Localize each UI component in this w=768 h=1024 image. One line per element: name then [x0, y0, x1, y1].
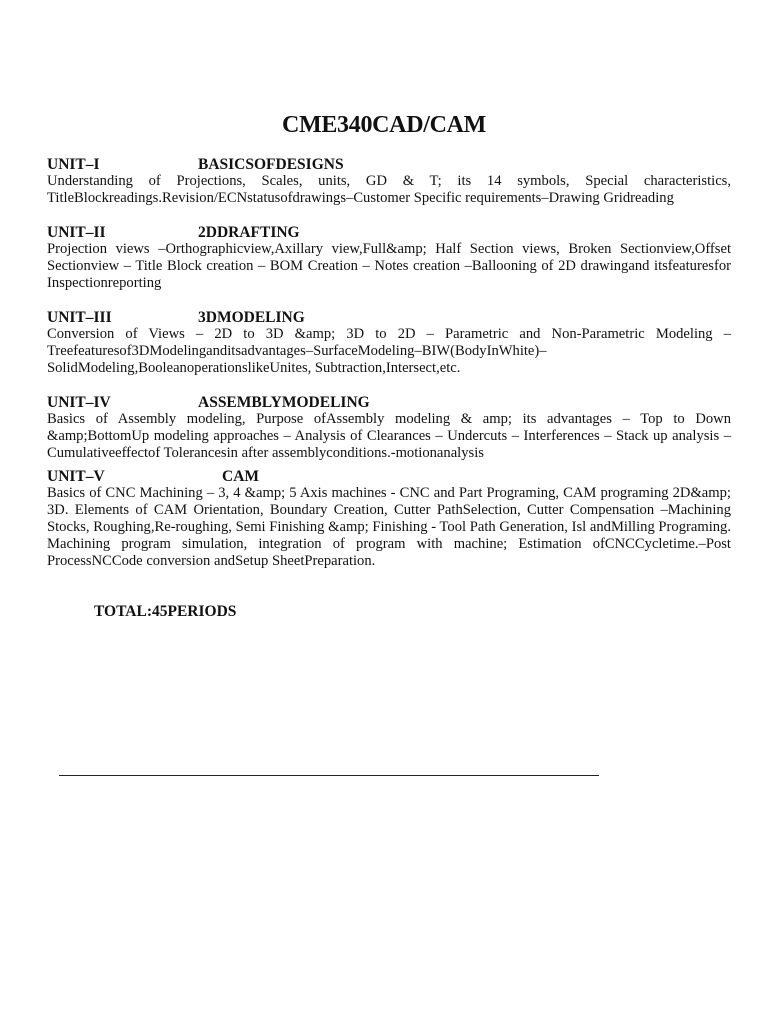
unit-section-3 — [47, 309, 731, 377]
unit-section-2 — [47, 224, 731, 292]
unit-heading — [47, 224, 731, 241]
unit-name: BASICSOFDESIGNS — [198, 156, 344, 173]
unit-heading — [47, 468, 731, 485]
unit-number: UNIT–III — [47, 309, 112, 326]
unit-name: ASSEMBLYMODELING — [198, 394, 370, 411]
unit-description: Conversion of Views – 2D to 3D &amp; 3D to 2D – Parametric and Non-Parametric Modeling – Treefeaturesof3DModelinganditsadvantages–SurfaceModeling–BIW(BodyInWhite)– SolidModeling,BooleanoperationslikeUnites, Subtraction,Intersect,etc. — [47, 326, 731, 376]
unit-section-1 — [47, 156, 731, 207]
unit-description: Projection views –Orthographicview,Axillary view,Full&amp; Half Section views, Broken Sectionview,Offset Sectionview – Title Block creation – BOM Creation – Notes creation –Ballooning of 2D drawingand itsfeaturesfor Inspectionreporting — [47, 241, 731, 291]
unit-section-4 — [47, 394, 731, 462]
unit-heading — [47, 156, 731, 173]
document-title: CME340CAD/CAM — [281, 112, 487, 138]
unit-name: CAM — [222, 468, 260, 485]
unit-number: UNIT–II — [47, 224, 106, 241]
unit-description: Basics of CNC Machining – 3, 4 &amp; 5 Axis machines - CNC and Part Programing, CAM programing 2D&amp; 3D. Elements of CAM Orientation, Boundary Creation, Cutter PathSelection, Cutter Compensation –Machining Stocks, Roughing,Re-roughing, Semi Finishing &amp; Finishing - Tool Path Generation, Isl andMilling Programing. Machining program simulation, integration of program with machine; Estimation ofCNCCycletime.–Post ProcessNCCode conversion andSetup SheetPreparation. — [47, 485, 731, 569]
unit-heading — [47, 309, 731, 326]
unit-name: 2DDRAFTING — [198, 224, 300, 241]
unit-heading — [47, 394, 731, 411]
unit-name: 3DMODELING — [198, 309, 305, 326]
unit-description: Basics of Assembly modeling, Purpose ofAssembly modeling & amp; its advantages – Top to Down &amp;BottomUp modeling approaches – Analysis of Clearances – Undercuts – Interferences – Stack up analysis –Cumulativeeffectof Tolerancesin after assemblyconditions.-motionanalysis — [47, 411, 731, 461]
unit-number: UNIT–IV — [47, 394, 111, 411]
unit-number: UNIT–I — [47, 156, 100, 173]
unit-number: UNIT–V — [47, 468, 105, 485]
unit-section-5 — [47, 468, 731, 570]
unit-description: Understanding of Projections, Scales, units, GD & T; its 14 symbols, Special characteristics, TitleBlockreadings.Revision/ECNstatusofdrawings–Customer Specific requirements–Drawing Gridreading — [47, 173, 731, 206]
footer-divider-line — [59, 775, 599, 776]
total-periods: TOTAL:45PERIODS — [94, 603, 237, 620]
